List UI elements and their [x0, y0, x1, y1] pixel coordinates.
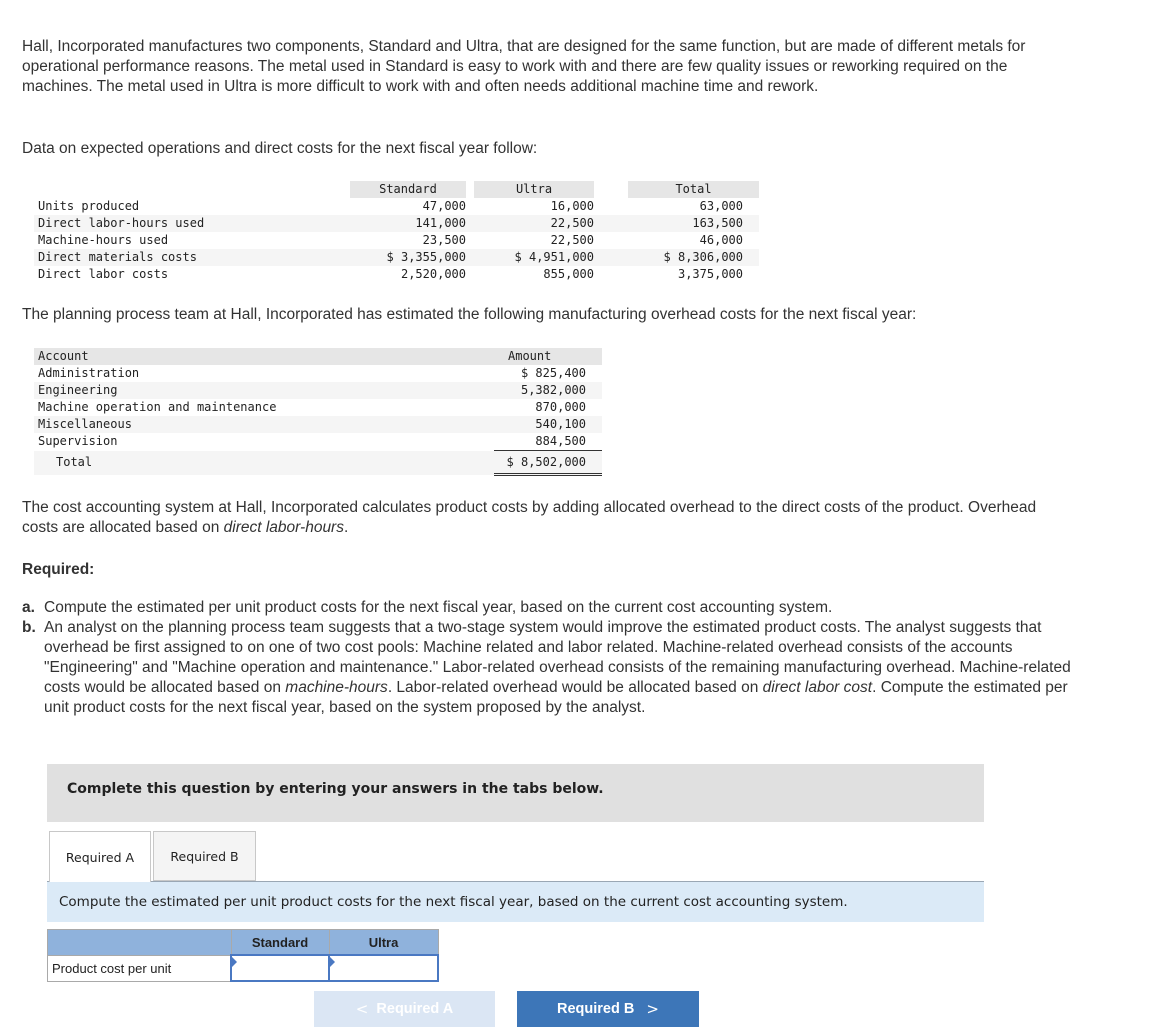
header-standard: Standard — [350, 181, 466, 198]
item-text: . Labor-related overhead would be allocated based on — [387, 679, 763, 696]
next-button[interactable] — [517, 991, 699, 1027]
item-label: b. — [22, 619, 36, 636]
tab-instruction: Compute the estimated per unit product costs for the next fiscal year, based on the current cost accounting system. — [47, 882, 984, 922]
standard-cost-input[interactable] — [232, 956, 328, 980]
account-label: Engineering — [38, 383, 118, 397]
row-label: Direct labor costs — [38, 267, 169, 281]
standard-value: 141,000 — [415, 216, 466, 230]
table-row — [34, 266, 759, 283]
table-row — [34, 365, 602, 382]
data-intro-text: Data on expected operations and direct costs for the next fiscal year follow: — [22, 140, 538, 157]
chevron-right-icon: > — [646, 1000, 659, 1018]
cost-system-emphasis: direct labor-hours — [223, 519, 344, 536]
standard-cost-cell — [231, 955, 329, 981]
intro-paragraph: Hall, Incorporated manufactures two components, Standard and Ultra, that are designed for the same function, but are made of different metals for operational performance reasons. The metal used in Standard is easy to work with and there are few quality issues or reworking required on the machines. The metal used in Ultra is more difficult to work with and often needs additional machine time and rework. — [22, 38, 1026, 95]
standard-value: 47,000 — [422, 199, 466, 213]
chevron-left-icon: < — [355, 1000, 369, 1018]
table-row — [34, 416, 602, 433]
product-cost-label: Product cost per unit — [48, 955, 232, 981]
row-label: Direct materials costs — [38, 250, 197, 264]
row-label: Machine-hours used — [38, 233, 169, 247]
account-label: Machine operation and maintenance — [38, 400, 277, 414]
entry-marker-icon — [231, 956, 237, 968]
table-row — [34, 433, 602, 451]
ultra-value: 22,500 — [550, 216, 594, 230]
ultra-value: $ 4,951,000 — [514, 250, 594, 264]
entry-marker-icon — [329, 956, 335, 968]
cost-system-text-end: . — [343, 519, 349, 536]
tab-required-b[interactable]: Required B — [153, 831, 256, 881]
account-label: Administration — [38, 366, 140, 380]
answer-header-ultra: Ultra — [329, 930, 438, 956]
required-list — [22, 598, 1072, 718]
overhead-intro-text: The planning process team at Hall, Incorporated has estimated the following manufacturing overhead costs for the next fiscal year: — [22, 306, 917, 323]
overhead-table — [34, 348, 602, 476]
standard-value: $ 3,355,000 — [386, 250, 466, 264]
account-amount: 5,382,000 — [520, 383, 586, 397]
ultra-value: 16,000 — [550, 199, 594, 213]
previous-button[interactable] — [314, 991, 495, 1027]
item-text: An analyst on the planning process team suggests that a two-stage system would improve the estimated product costs. The analyst suggests that overhead be first assigned to on one of two cost pools: Machine related and labor related. Machine-related overhead consists of the accounts "Engineering" and "Machine operation and maintenance." Labor-related overhead consists of the remaining manufacturing overhead. Machine-related costs would be allocated based on — [44, 619, 1071, 696]
ultra-cost-cell — [329, 955, 438, 981]
item-emphasis: machine-hours — [285, 679, 388, 696]
total-value: 63,000 — [699, 199, 743, 213]
table-row — [34, 232, 759, 249]
required-item-a — [22, 598, 1072, 618]
table-row — [34, 399, 602, 416]
header-amount: Amount — [494, 348, 602, 365]
header-ultra: Ultra — [474, 181, 594, 198]
row-label: Units produced — [38, 199, 140, 213]
total-amount: $ 8,502,000 — [494, 451, 602, 475]
account-amount: 540,100 — [535, 417, 586, 431]
answer-header-standard: Standard — [231, 930, 329, 956]
header-account: Account — [34, 348, 494, 365]
answer-table — [47, 929, 439, 982]
header-total: Total — [628, 181, 759, 198]
next-button-label: Required B — [556, 1001, 635, 1017]
account-amount: 884,500 — [494, 433, 602, 451]
tab-required-a[interactable]: Required A — [49, 831, 151, 883]
table-row — [34, 215, 759, 232]
header-blank — [34, 181, 350, 198]
ultra-value: 855,000 — [543, 267, 594, 281]
overhead-header-row — [34, 348, 602, 365]
total-row — [34, 451, 602, 475]
table-row — [34, 382, 602, 399]
operations-table — [34, 181, 759, 283]
standard-value: 2,520,000 — [400, 267, 466, 281]
required-item-b — [22, 618, 1072, 718]
standard-value: 23,500 — [422, 233, 466, 247]
item-text: Compute the estimated per unit product costs for the next fiscal year, based on the current cost accounting system. — [44, 599, 833, 616]
total-label: Total — [56, 455, 93, 469]
row-label: Direct labor-hours used — [38, 216, 205, 230]
instructions-banner: Complete this question by entering your answers in the tabs below. — [47, 764, 984, 822]
cost-system-text — [22, 498, 1042, 538]
item-label: a. — [22, 599, 35, 616]
item-emphasis: direct labor cost — [762, 679, 873, 696]
table-row — [34, 249, 759, 266]
total-value: 46,000 — [699, 233, 743, 247]
total-value: 3,375,000 — [677, 267, 743, 281]
ultra-cost-input[interactable] — [330, 956, 437, 980]
cost-system-text-part: The cost accounting system at Hall, Incorporated calculates product costs by adding allocated overhead to the direct costs of the product. Overhead costs are allocated based on — [22, 499, 1037, 536]
account-label: Miscellaneous — [38, 417, 132, 431]
previous-button-label: Required A — [376, 1001, 454, 1017]
account-amount: 870,000 — [535, 400, 586, 414]
ultra-value: 22,500 — [550, 233, 594, 247]
table-row — [34, 198, 759, 215]
account-label: Supervision — [38, 434, 118, 449]
item-text: . Compute the estimated per unit product costs for the next fiscal year, based on the system proposed by the analyst. — [44, 679, 1068, 716]
total-value: 163,500 — [692, 216, 743, 230]
required-title: Required: — [22, 561, 95, 578]
account-amount: $ 825,400 — [520, 366, 586, 380]
operations-header-row — [34, 181, 759, 198]
total-value: $ 8,306,000 — [663, 250, 743, 264]
answer-header-blank — [48, 930, 232, 956]
